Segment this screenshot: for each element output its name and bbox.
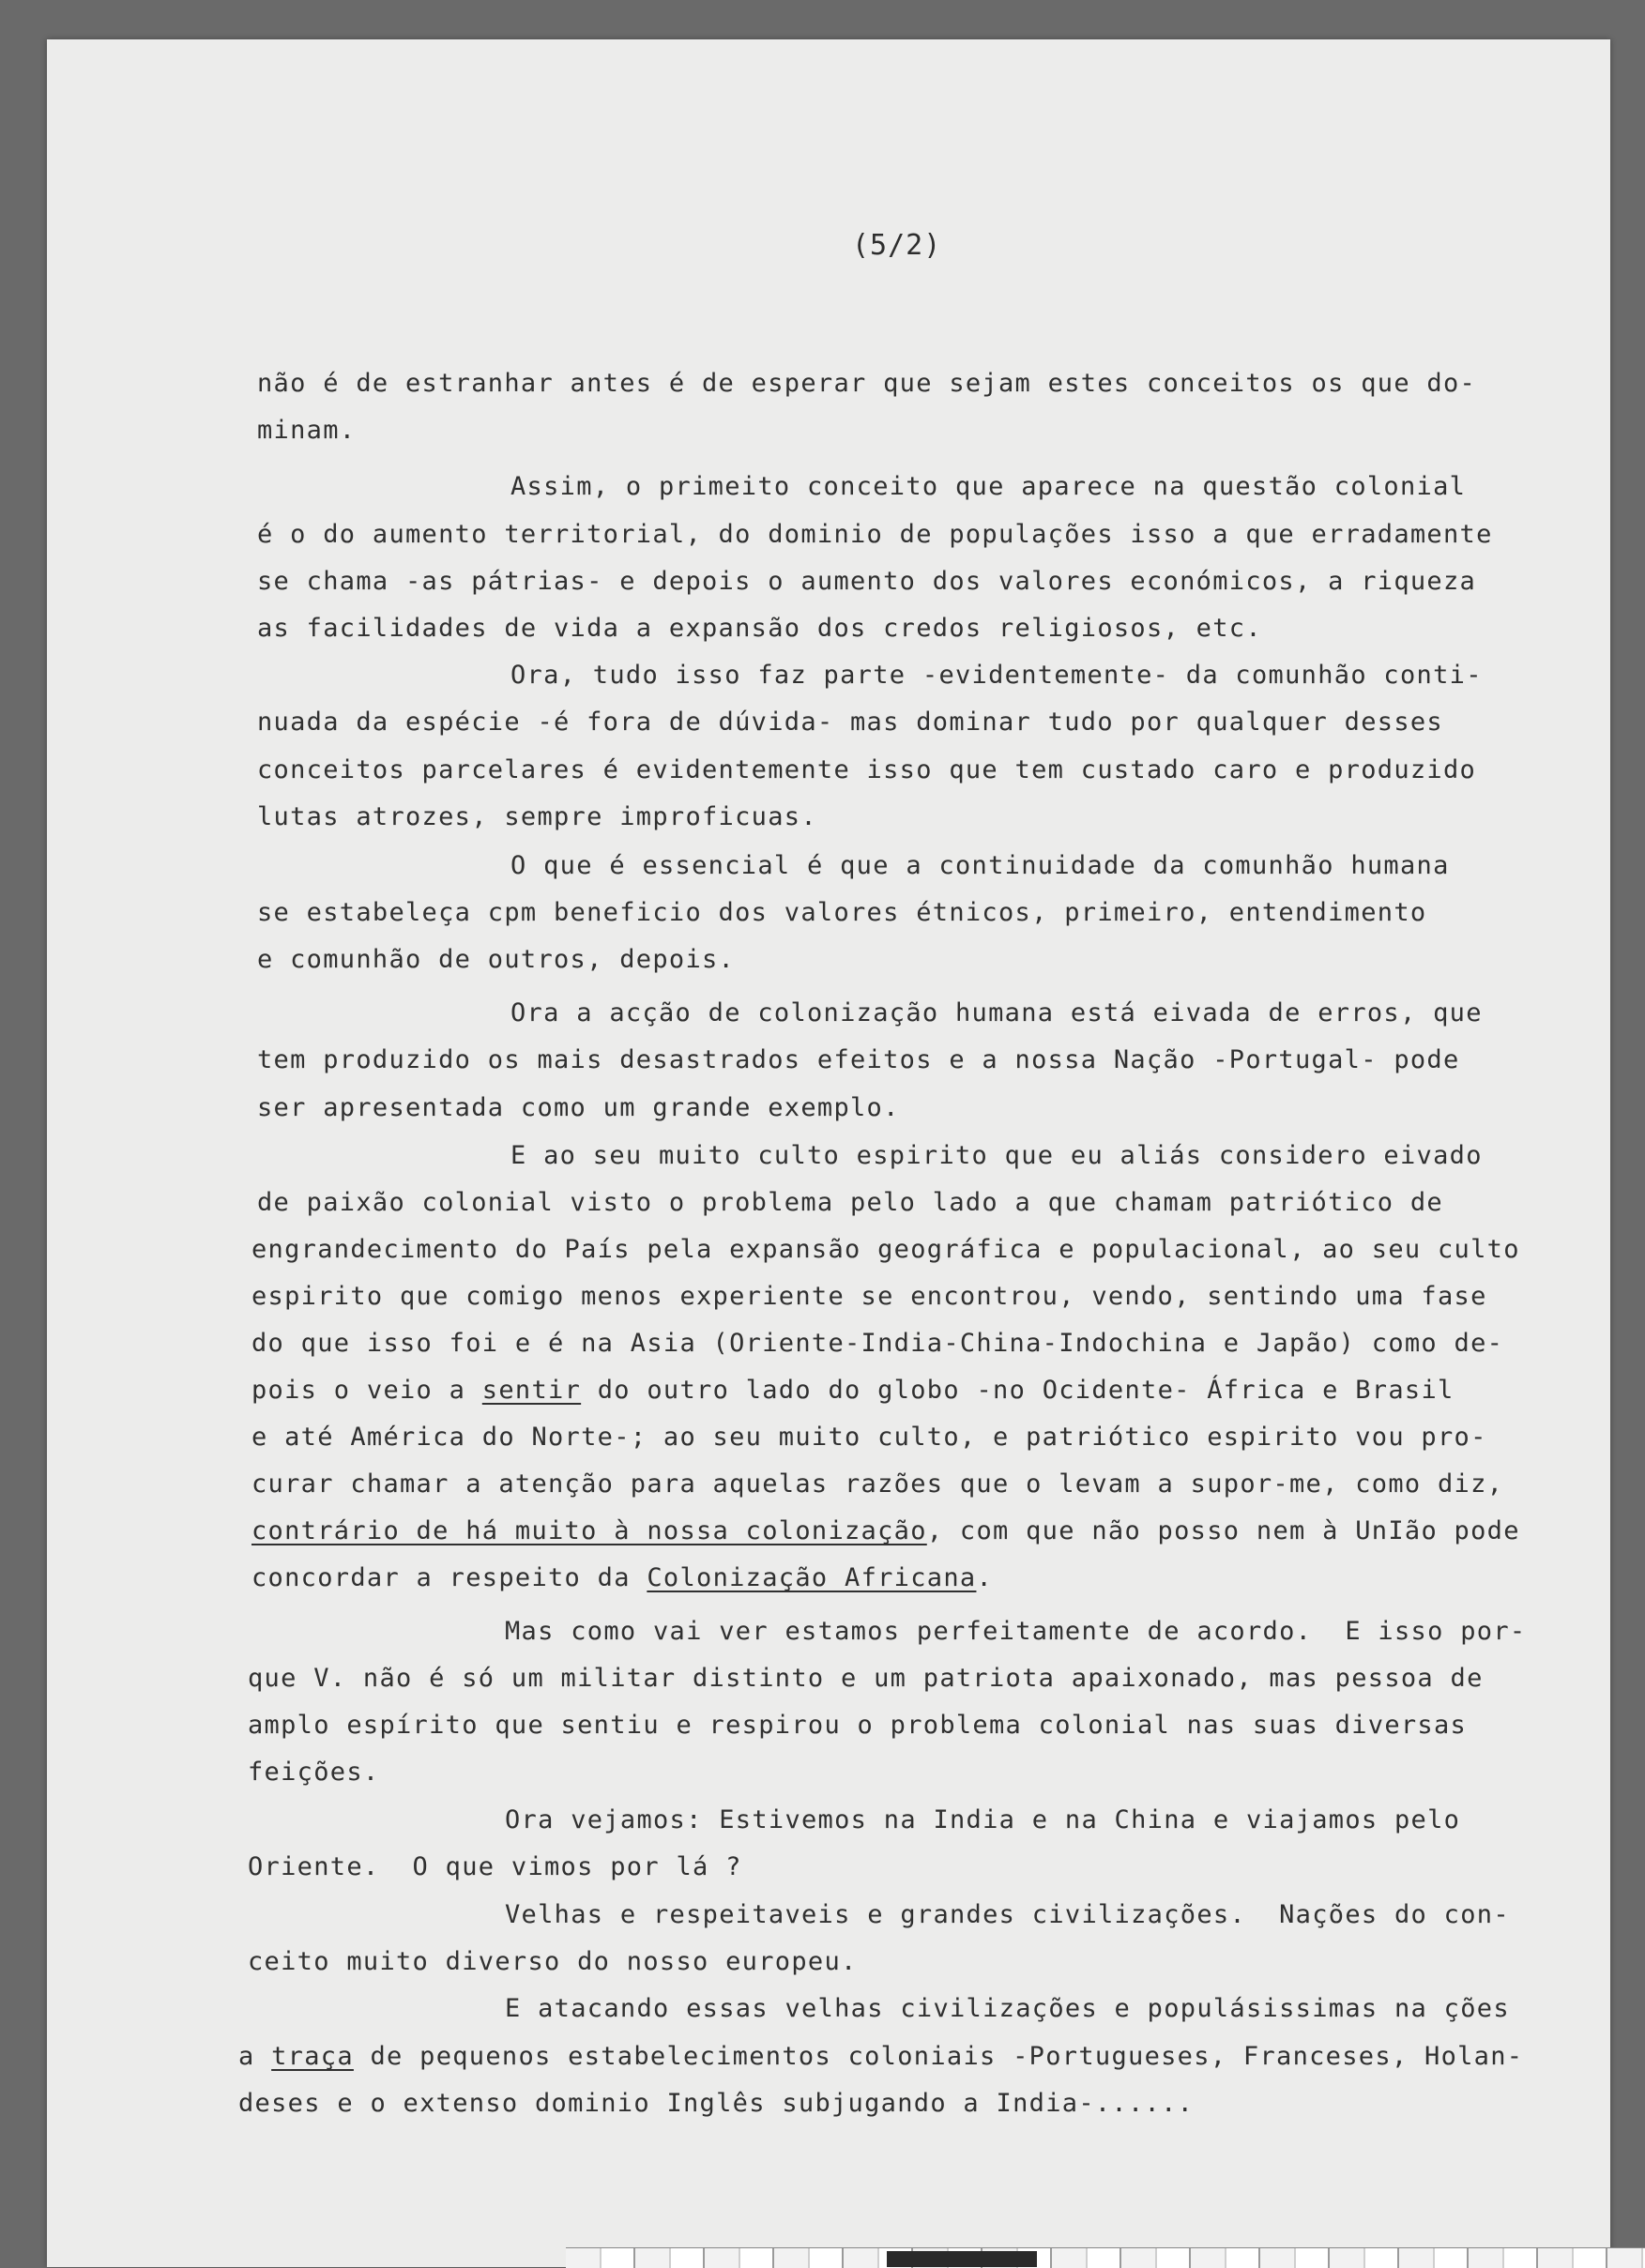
text-line: minam. bbox=[257, 416, 357, 445]
text-line: lutas atrozes, sempre improficuas. bbox=[257, 802, 817, 831]
scan-color-bar-dark-patch bbox=[887, 2251, 1037, 2267]
underlined-text: Colonização Africana bbox=[647, 1563, 977, 1592]
text-line: ceito muito diverso do nosso europeu. bbox=[248, 1947, 858, 1976]
text-line: Ora a acção de colonização humana está eivada de erros, que bbox=[510, 998, 1483, 1027]
text-line: feições. bbox=[248, 1758, 380, 1787]
text-segment: concordar a respeito da bbox=[251, 1563, 631, 1592]
text-line: E atacando essas velhas civilizações e populásissimas na ções bbox=[505, 1994, 1510, 2023]
text-line: se chama -as pátrias- e depois o aumento dos valores económicos, a riqueza bbox=[257, 567, 1477, 596]
text-line: engrandecimento do País pela expansão geográfica e populacional, ao seu culto bbox=[251, 1235, 1520, 1264]
text-line: é o do aumento territorial, do dominio de populações isso a que erradamente bbox=[257, 520, 1493, 549]
page-number: (5/2) bbox=[852, 229, 942, 262]
text-line: Ora, tudo isso faz parte -evidentemente- da comunhão conti- bbox=[510, 661, 1483, 690]
underlined-text: contrário de há muito à nossa colonização bbox=[251, 1516, 927, 1545]
underlined-text: traça bbox=[271, 2042, 354, 2071]
text-segment: a bbox=[238, 2042, 255, 2071]
text-line: conceitos parcelares é evidentemente isso que tem custado caro e produzido bbox=[257, 755, 1477, 784]
scan-color-bar bbox=[566, 2247, 1645, 2268]
text-line: se estabeleça cpm beneficio dos valores étnicos, primeiro, entendimento bbox=[257, 898, 1427, 927]
text-line bbox=[251, 1562, 993, 1594]
text-line: Velhas e respeitaveis e grandes civilizações. Nações do con- bbox=[505, 1900, 1510, 1929]
text-line: que V. não é só um militar distinto e um patriota apaixonado, mas pessoa de bbox=[248, 1664, 1484, 1693]
text-line: e comunhão de outros, depois. bbox=[257, 945, 736, 974]
text-line bbox=[251, 1515, 1520, 1547]
document-page bbox=[47, 39, 1610, 2267]
text-line: Oriente. O que vimos por lá ? bbox=[248, 1852, 742, 1881]
text-line: E ao seu muito culto espirito que eu aliás considero eivado bbox=[510, 1141, 1483, 1170]
text-line: não é de estranhar antes é de esperar que sejam estes conceitos os que do- bbox=[257, 369, 1477, 398]
text-line: nuada da espécie -é fora de dúvida- mas dominar tudo por qualquer desses bbox=[257, 708, 1443, 737]
text-line bbox=[238, 2041, 1523, 2073]
text-line: deses e o extenso dominio Inglês subjugando a India-...... bbox=[238, 2089, 1195, 2118]
text-line: O que é essencial é que a continuidade da comunhão humana bbox=[510, 851, 1450, 880]
text-segment: , com que não posso nem à UnIão pode bbox=[926, 1516, 1520, 1545]
text-line: tem produzido os mais desastrados efeitos e a nossa Nação -Portugal- pode bbox=[257, 1045, 1460, 1074]
text-line: espirito que comigo menos experiente se encontrou, vendo, sentindo uma fase bbox=[251, 1282, 1487, 1311]
text-line: de paixão colonial visto o problema pelo lado a que chamam patriótico de bbox=[257, 1188, 1443, 1217]
text-line: do que isso foi e é na Asia (Oriente-India-China-Indochina e Japão) como de- bbox=[251, 1329, 1504, 1358]
text-line: Assim, o primeito conceito que aparece na questão colonial bbox=[510, 472, 1467, 501]
text-line: Mas como vai ver estamos perfeitamente de acordo. E isso por- bbox=[505, 1617, 1527, 1646]
text-line: Ora vejamos: Estivemos na India e na China e viajamos pelo bbox=[505, 1805, 1461, 1834]
text-line: curar chamar a atenção para aquelas razões que o levam a supor-me, como diz, bbox=[251, 1469, 1504, 1499]
text-segment: de pequenos estabelecimentos coloniais -Portugueses, Franceses, Holan- bbox=[370, 2042, 1524, 2071]
text-line: as facilidades de vida a expansão dos credos religiosos, etc. bbox=[257, 614, 1262, 643]
underlined-text: sentir bbox=[481, 1376, 582, 1405]
text-segment: . bbox=[976, 1563, 994, 1592]
text-line bbox=[251, 1375, 1455, 1407]
text-segment: do outro lado do globo -no Ocidente- África e Brasil bbox=[597, 1376, 1455, 1405]
text-line: ser apresentada como um grande exemplo. bbox=[257, 1093, 900, 1122]
text-line: e até América do Norte-; ao seu muito culto, e patriótico espirito vou pro- bbox=[251, 1423, 1487, 1452]
text-segment: pois o veio a bbox=[251, 1376, 466, 1405]
text-line: amplo espírito que sentiu e respirou o problema colonial nas suas diversas bbox=[248, 1711, 1468, 1740]
